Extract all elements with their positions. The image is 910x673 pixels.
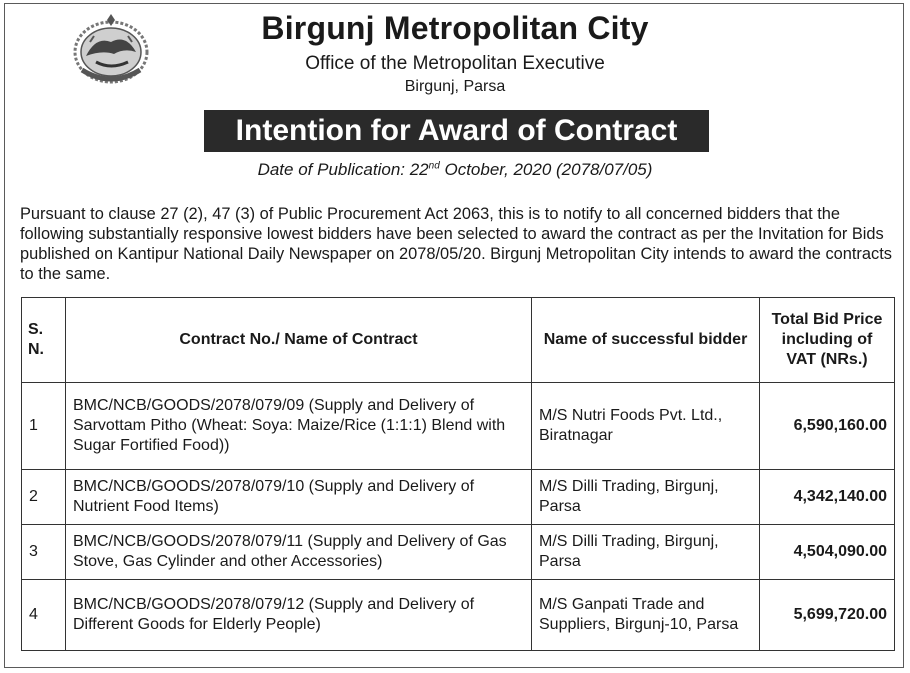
cell-sn: 2 <box>22 470 66 525</box>
award-table <box>21 297 895 651</box>
table-row <box>22 470 895 525</box>
cell-contract: BMC/NCB/GOODS/2078/079/09 (Supply and Delivery of Sarvottam Pitho (Wheat: Soya: Maize/Rice (1:1:1) Blend with Sugar Fortified Food)) <box>66 383 532 470</box>
cell-price: 5,699,720.00 <box>760 580 895 651</box>
publication-date: Date of Publication: 22nd October, 2020 (2078/07/05) <box>257 160 653 179</box>
cell-bidder: M/S Ganpati Trade and Suppliers, Birgunj-10, Parsa <box>532 580 760 651</box>
cell-contract: BMC/NCB/GOODS/2078/079/11 (Supply and Delivery of Gas Stove, Gas Cylinder and other Accessories) <box>66 525 532 580</box>
office-location: Birgunj, Parsa <box>404 78 506 95</box>
cell-contract: BMC/NCB/GOODS/2078/079/10 (Supply and Delivery of Nutrient Food Items) <box>66 470 532 525</box>
cell-price: 4,342,140.00 <box>760 470 895 525</box>
cell-sn: 4 <box>22 580 66 651</box>
cell-price: 6,590,160.00 <box>760 383 895 470</box>
col-header-contract: Contract No./ Name of Contract <box>66 298 532 383</box>
cell-sn: 3 <box>22 525 66 580</box>
table-row <box>22 580 895 651</box>
cell-contract: BMC/NCB/GOODS/2078/079/12 (Supply and Delivery of Different Goods for Elderly People) <box>66 580 532 651</box>
table-row <box>22 525 895 580</box>
table-header-row <box>22 298 895 383</box>
col-header-sn: S. N. <box>22 298 66 383</box>
intro-paragraph: Pursuant to clause 27 (2), 47 (3) of Public Procurement Act 2063, this is to notify to all concerned bidders that the following substantially responsive lowest bidders have been selected to award the contract as per the Invitation for Bids published on Kantipur National Daily Newspaper on 2078/05/20. Birgunj Metropolitan City intends to award the contracts to the same. <box>20 205 892 283</box>
office-subtitle: Office of the Metropolitan Executive <box>305 53 605 74</box>
page-title: Birgunj Metropolitan City <box>261 10 649 46</box>
cell-bidder: M/S Dilli Trading, Birgunj, Parsa <box>532 470 760 525</box>
notice-heading: Intention for Award of Contract <box>204 110 709 152</box>
cell-bidder: M/S Nutri Foods Pvt. Ltd., Biratnagar <box>532 383 760 470</box>
cell-price: 4,504,090.00 <box>760 525 895 580</box>
col-header-bidder: Name of successful bidder <box>532 298 760 383</box>
col-header-price: Total Bid Price including of VAT (NRs.) <box>760 298 895 383</box>
cell-bidder: M/S Dilli Trading, Birgunj, Parsa <box>532 525 760 580</box>
cell-sn: 1 <box>22 383 66 470</box>
table-row <box>22 383 895 470</box>
